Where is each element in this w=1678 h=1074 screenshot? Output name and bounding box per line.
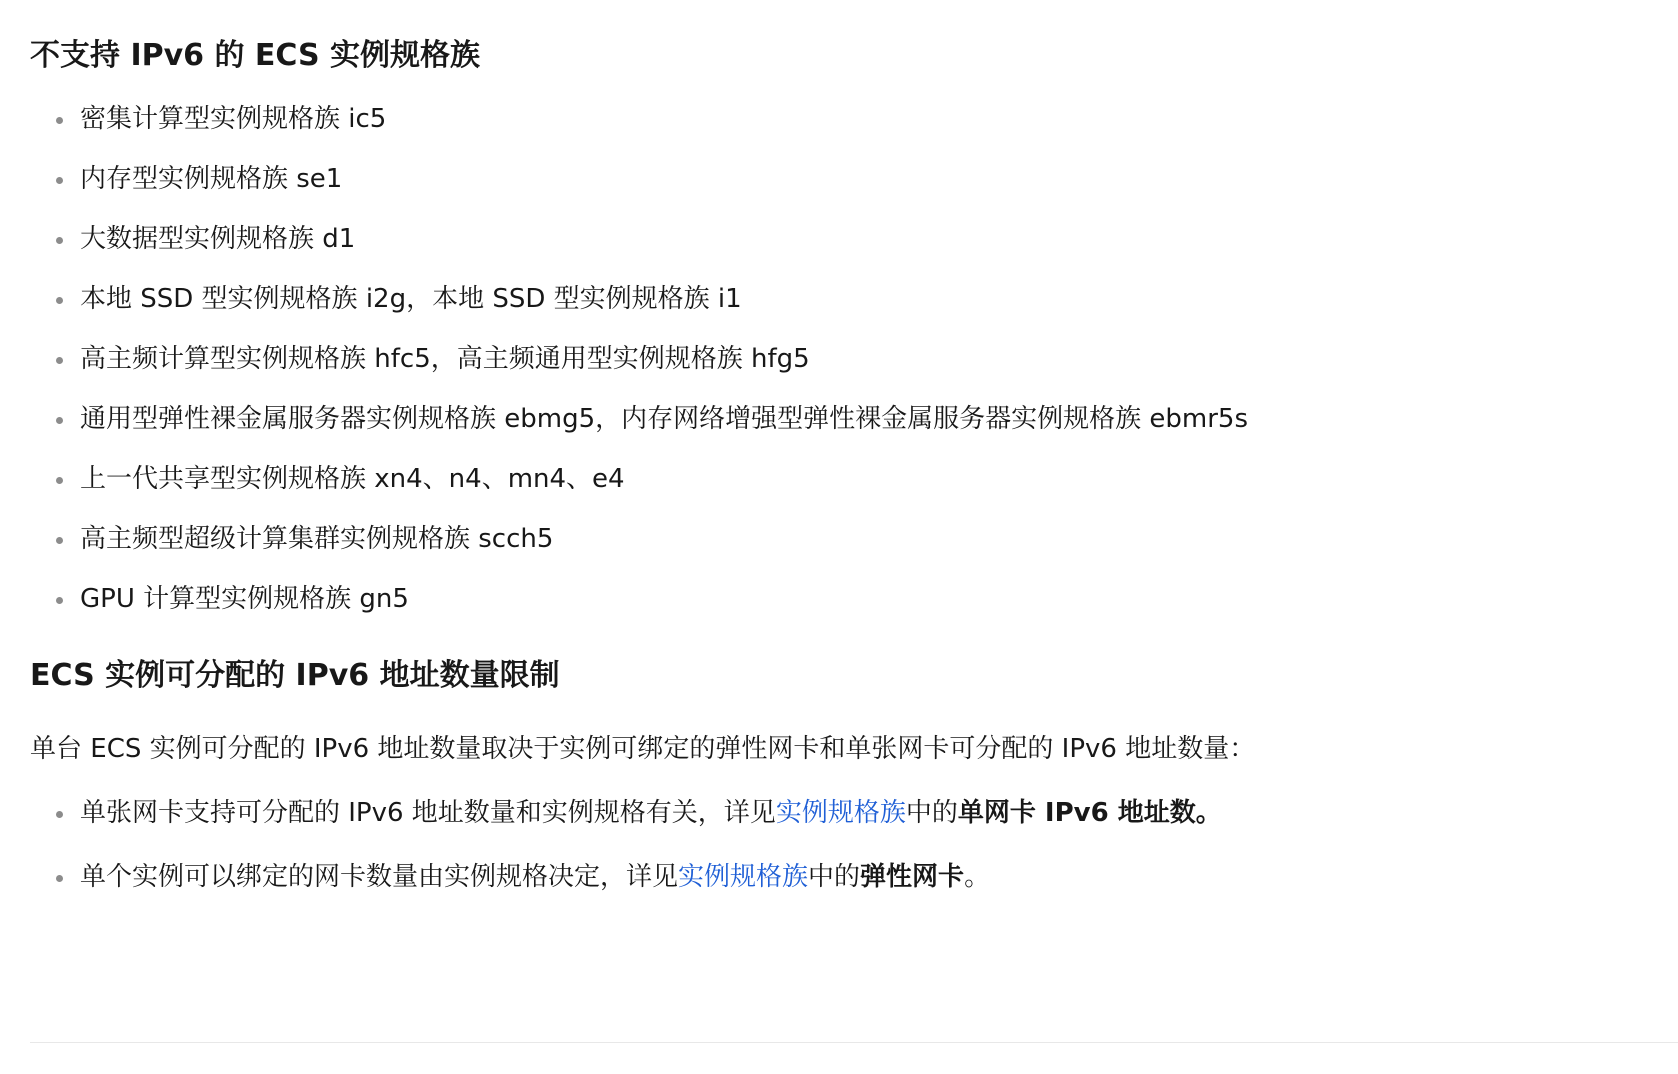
bold-text: 弹性网卡 xyxy=(860,862,965,892)
item-text: 中的 xyxy=(808,862,861,892)
list-item: 本地 SSD 型实例规格族 i2g，本地 SSD 型实例规格族 i1 xyxy=(30,282,1648,316)
unsupported-families-list xyxy=(30,102,1648,616)
item-text: 。 xyxy=(964,862,991,892)
section-heading-ipv6-limits: ECS 实例可分配的 IPv6 地址数量限制 xyxy=(30,658,560,693)
bold-text: 单网卡 IPv6 地址数。 xyxy=(957,798,1222,828)
list-item: GPU 计算型实例规格族 gn5 xyxy=(30,582,1648,616)
list-item: 通用型弹性裸金属服务器实例规格族 ebmg5，内存网络增强型弹性裸金属服务器实例规格族 ebmr5s xyxy=(30,402,1648,436)
section-heading-unsupported-families: 不支持 IPv6 的 ECS 实例规格族 xyxy=(30,38,481,73)
item-text: 单个实例可以绑定的网卡数量由实例规格决定，详见 xyxy=(80,862,679,892)
list-item: 密集计算型实例规格族 ic5 xyxy=(30,102,1648,136)
list-item: 高主频型超级计算集群实例规格族 scch5 xyxy=(30,522,1648,556)
intro-paragraph: 单台 ECS 实例可分配的 IPv6 地址数量取决于实例可绑定的弹性网卡和单张网卡可分配的 IPv6 地址数量： xyxy=(30,734,1256,764)
list-item xyxy=(30,796,1648,830)
list-item: 高主频计算型实例规格族 hfc5，高主频通用型实例规格族 hfg5 xyxy=(30,342,1648,376)
list-item xyxy=(30,860,1648,894)
instance-family-link[interactable]: 实例规格族 xyxy=(775,798,906,828)
instance-family-link[interactable]: 实例规格族 xyxy=(678,862,809,892)
item-text: 单张网卡支持可分配的 IPv6 地址数量和实例规格有关，详见 xyxy=(80,798,776,828)
list-item: 内存型实例规格族 se1 xyxy=(30,162,1648,196)
list-item: 大数据型实例规格族 d1 xyxy=(30,222,1648,256)
ipv6-limits-list xyxy=(30,796,1648,894)
divider xyxy=(30,1042,1678,1043)
item-text: 中的 xyxy=(905,798,958,828)
list-item: 上一代共享型实例规格族 xn4、n4、mn4、e4 xyxy=(30,462,1648,496)
